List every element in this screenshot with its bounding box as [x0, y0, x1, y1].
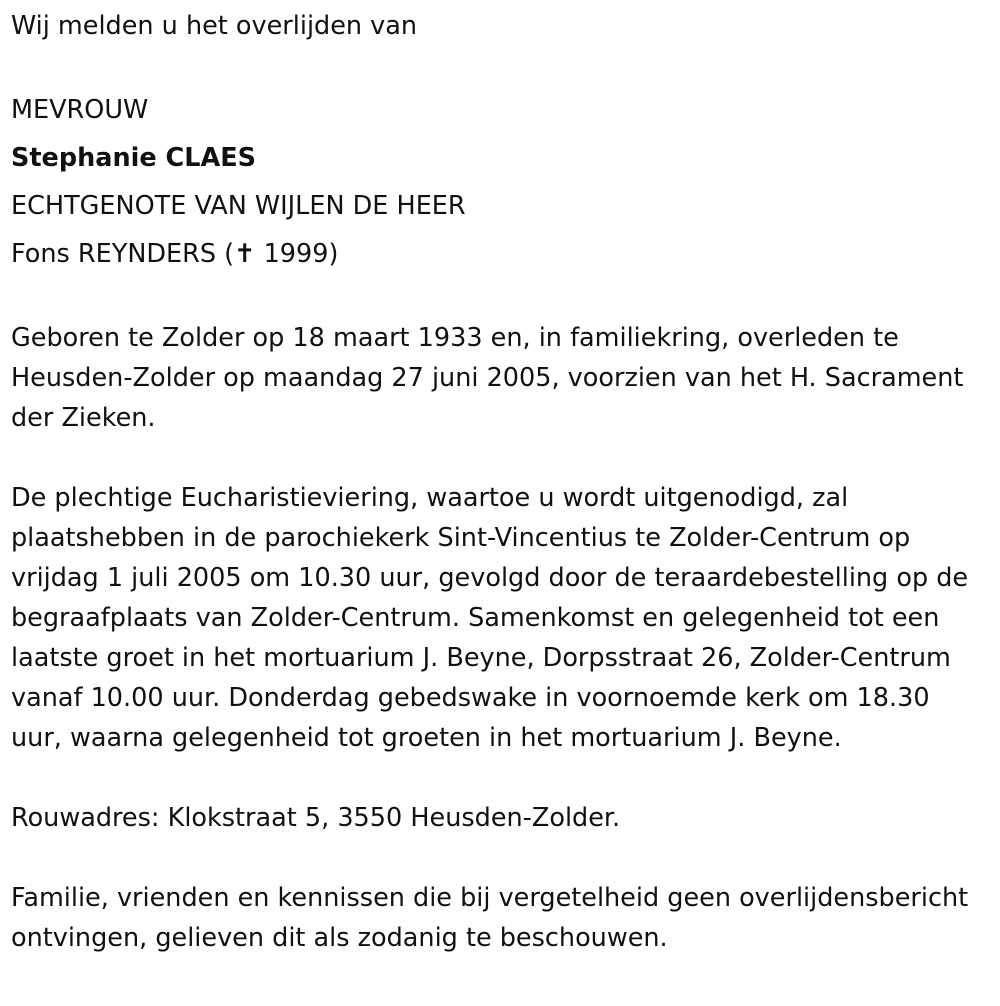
spacer: [11, 46, 986, 86]
spacer: [11, 278, 986, 318]
deceased-name: Stephanie CLAES: [11, 143, 257, 173]
spacer: [11, 838, 986, 878]
birth-death-paragraph: Geboren te Zolder op 18 maart 1933 en, in familiekring, overleden te Heusden-Zolder op maandag 27 juni 2005, voorzien van het H. Sacrament der Zieken.: [11, 323, 964, 433]
spacer: [11, 438, 986, 478]
intro-text: Wij melden u het overlijden van: [11, 11, 418, 41]
spouse-name: Fons REYNDERS (✝ 1999): [11, 239, 339, 269]
spacer: [11, 758, 986, 798]
deceased-header: [11, 86, 986, 278]
title-label: MEVROUW: [11, 95, 149, 125]
ceremony-paragraph: De plechtige Eucharistieviering, waartoe u wordt uitgenodigd, zal plaatshebben in de parochiekerk Sint-Vincentius te Zolder-Centrum op vrijdag 1 juli 2005 om 10.30 uur, gevolgd door de teraardebestelling op de begraafplaats van Zolder-Centrum. Samenkomst en gelegenheid tot een laatste groet in het mortuarium J. Beyne, Dorpsstraat 26, Zolder-Centrum vanaf 10.00 uur. Donderdag gebedswake in voornoemde kerk om 18.30 uur, waarna gelegenheid tot groeten in het mortuarium J. Beyne.: [11, 483, 969, 753]
address-paragraph: Rouwadres: Klokstraat 5, 3550 Heusden-Zolder.: [11, 803, 621, 833]
closing-paragraph: Familie, vrienden en kennissen die bij vergetelheid geen overlijdensbericht ontvingen, gelieven dit als zodanig te beschouwen.: [11, 883, 969, 953]
spouse-label: ECHTGENOTE VAN WIJLEN DE HEER: [11, 191, 466, 221]
